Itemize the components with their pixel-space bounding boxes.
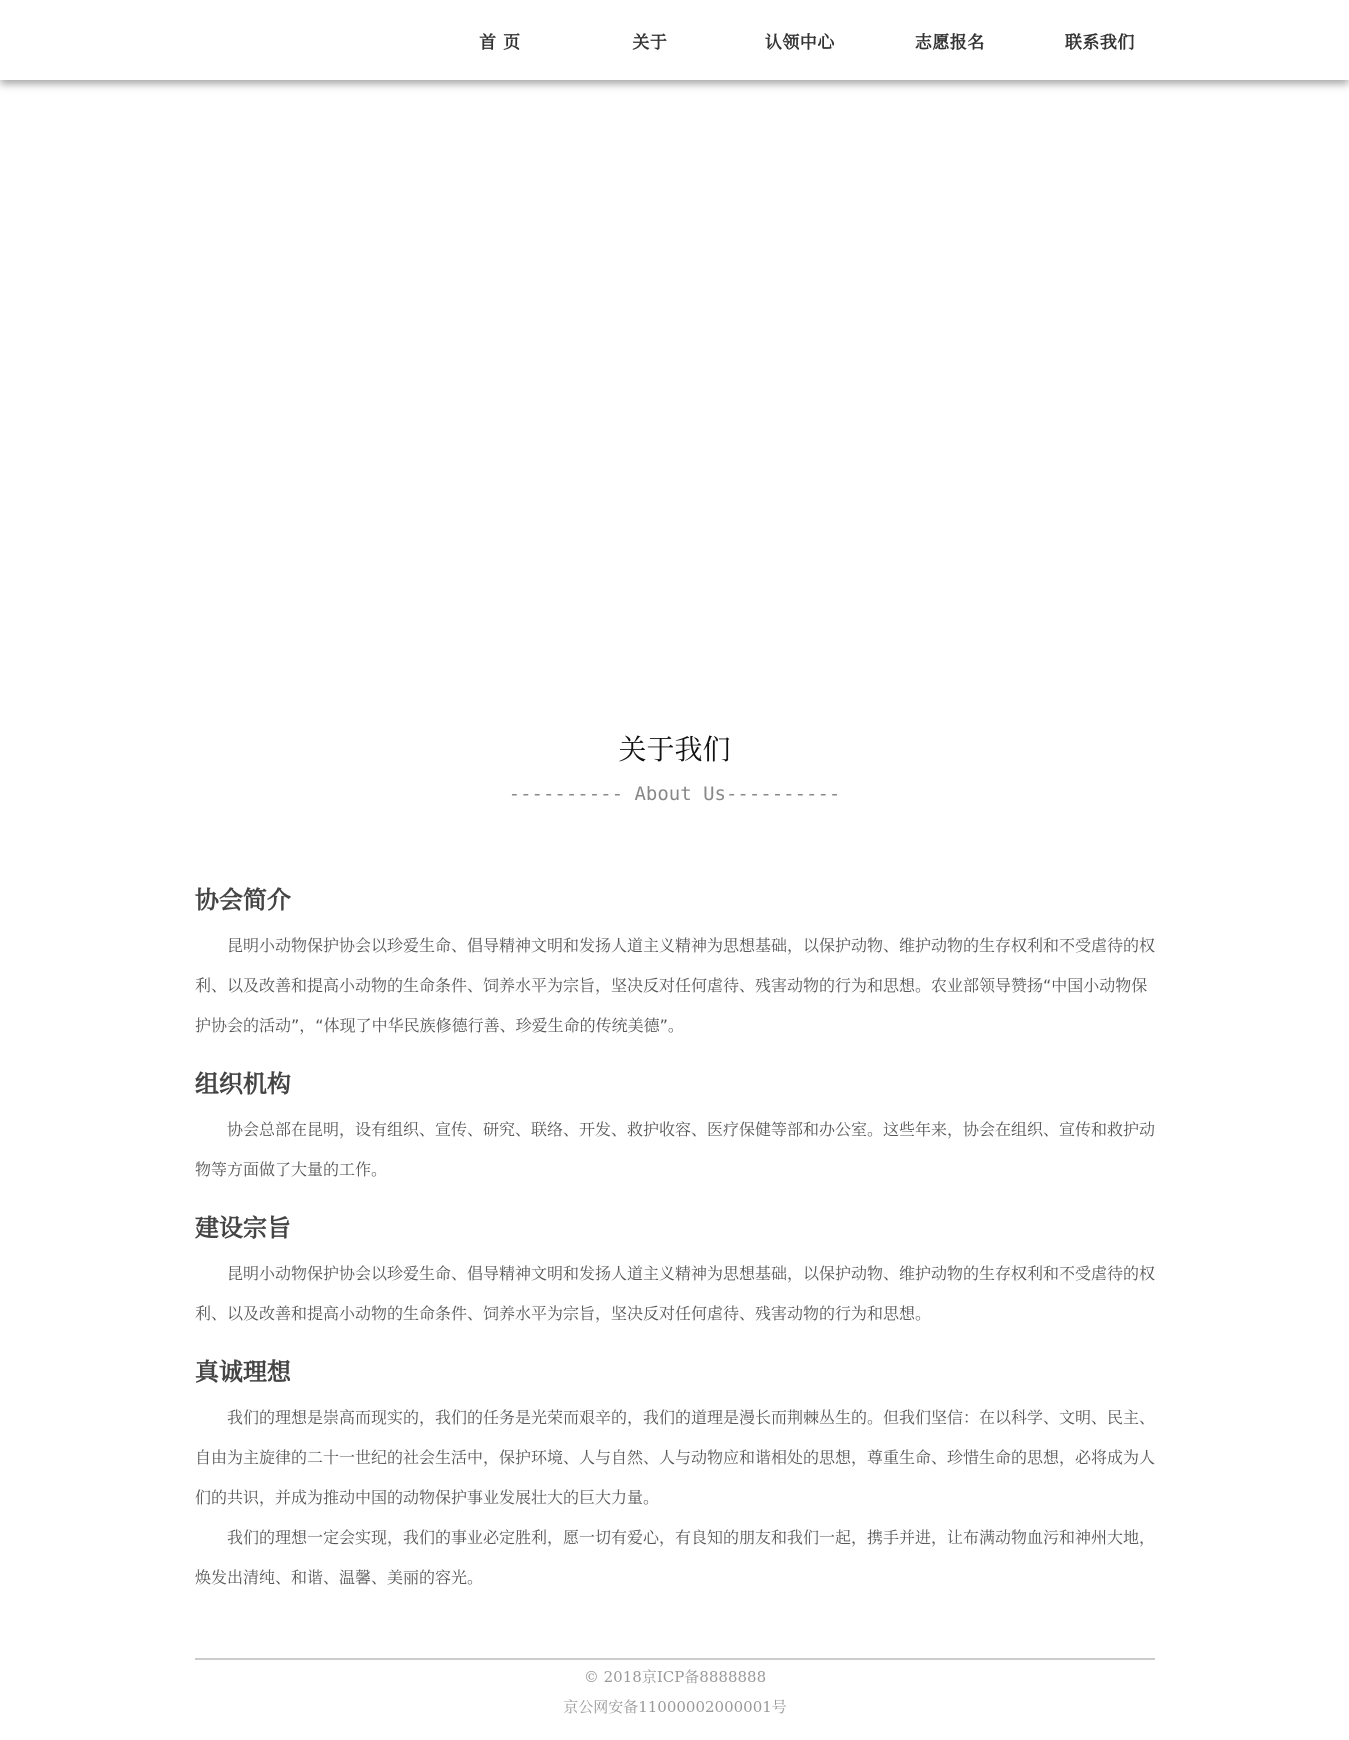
section-heading: 真诚理想 [195,1357,291,1386]
about-title: 关于我们 [618,733,731,766]
nav-item-adoption-center[interactable]: 认领中心 [765,32,835,53]
hero-banner [0,80,1349,680]
section-ideals [195,1352,1155,1598]
site-footer [195,1658,1155,1722]
section-purpose [195,1208,1155,1334]
section-paragraph: 我们的理想是崇高而现实的，我们的任务是光荣而艰辛的，我们的道理是漫长而荆棘丛生的。但我们坚信：在以科学、文明、民主、自由为主旋律的二十一世纪的社会生活中，保护环境、人与自然、人与动物应和谐相处的思想，尊重生命、珍惜生命的思想，必将成为人们的共识，并成为推动中国的动物保护事业发展壮大的巨大力量。 [195,1408,1156,1507]
nav-item-home[interactable]: 首 页 [479,32,521,53]
copyright-text: © 2018京ICP备8888888 [583,1668,767,1686]
about-subtitle: ---------- About Us---------- [508,783,841,805]
nav-item-volunteer-signup[interactable]: 志愿报名 [915,32,985,53]
police-record-text: 京公网安备11000002000001号 [563,1698,787,1716]
about-content [195,880,1155,1616]
nav-item-contact-us[interactable]: 联系我们 [1065,32,1135,53]
section-paragraph: 昆明小动物保护协会以珍爱生命、倡导精神文明和发扬人道主义精神为思想基础，以保护动物、维护动物的生存权利和不受虐待的权利、以及改善和提高小动物的生命条件、饲养水平为宗旨，坚决反对任何虐待、残害动物的行为和思想。 [195,1264,1156,1323]
section-heading: 建设宗旨 [195,1213,291,1242]
section-paragraph: 我们的理想一定会实现，我们的事业必定胜利，愿一切有爱心，有良知的朋友和我们一起，携手并进，让布满动物血污和神州大地，焕发出清纯、和谐、温馨、美丽的容光。 [195,1528,1156,1587]
section-association-intro [195,880,1155,1046]
main-nav [425,0,1175,80]
section-heading: 协会简介 [195,885,291,914]
section-paragraph: 协会总部在昆明，设有组织、宣传、研究、联络、开发、救护收容、医疗保健等部和办公室。这些年来，协会在组织、宣传和救护动物等方面做了大量的工作。 [195,1120,1156,1179]
nav-item-about[interactable]: 关于 [632,32,668,53]
site-header [0,0,1349,80]
section-heading: 组织机构 [195,1069,291,1098]
section-organization [195,1064,1155,1190]
section-paragraph: 昆明小动物保护协会以珍爱生命、倡导精神文明和发扬人道主义精神为思想基础，以保护动物、维护动物的生存权利和不受虐待的权利、以及改善和提高小动物的生命条件、饲养水平为宗旨，坚决反对任何虐待、残害动物的行为和思想。农业部领导赞扬“中国小动物保护协会的活动”，“体现了中华民族修德行善、珍爱生命的传统美德”。 [195,936,1156,1035]
